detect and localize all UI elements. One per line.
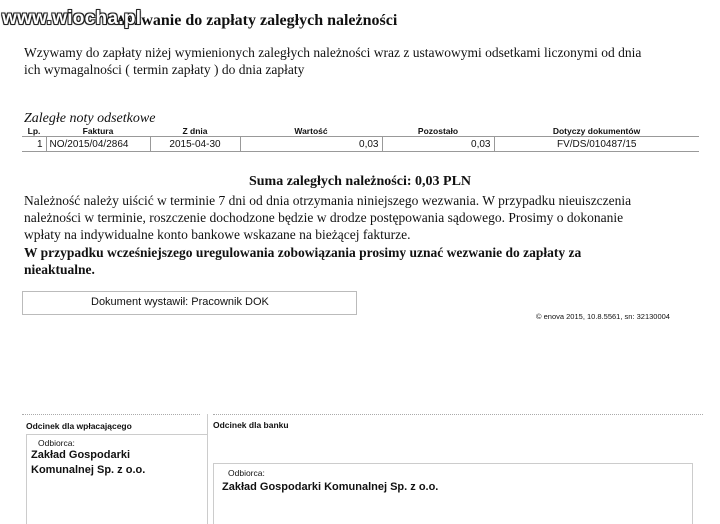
bank-recipient-label: Odbiorca: bbox=[228, 468, 265, 478]
notice-line-1: W przypadku wcześniejszego uregulowania zobowiązania prosimy uznać wezwanie do zapłaty za bbox=[24, 245, 582, 260]
document-title: Wezwanie do zapłaty zaległych należności bbox=[112, 12, 398, 29]
watermark: www.wiocha.pl bbox=[2, 8, 142, 29]
col-header-dotyczy: Dotyczy dokumentów bbox=[494, 125, 699, 137]
interest-notes-table bbox=[22, 125, 699, 152]
col-header-z-dnia: Z dnia bbox=[150, 125, 240, 137]
cut-line-left bbox=[22, 414, 200, 415]
total-due: Suma zaległych należności: 0,03 PLN bbox=[248, 174, 472, 189]
payer-recipient-box bbox=[26, 434, 208, 524]
table-row bbox=[22, 137, 699, 152]
payment-instructions bbox=[24, 193, 684, 243]
cell-pozostalo: 0,03 bbox=[382, 137, 494, 152]
payer-recipient-line-2: Komunalnej Sp. z o.o. bbox=[31, 464, 146, 476]
col-header-wartosc: Wartość bbox=[240, 125, 382, 137]
instructions-line-1: Należność należy uiścić w terminie 7 dni od dnia otrzymania niniejszego wezwania. W przypadku nieuiszczenia bbox=[24, 193, 632, 208]
cell-lp: 1 bbox=[22, 137, 46, 152]
software-credit: © enova 2015, 10.8.5561, sn: 32130004 bbox=[536, 312, 670, 321]
bank-recipient-name: Zakład Gospodarki Komunalnej Sp. z o.o. bbox=[222, 481, 439, 493]
bank-recipient-box bbox=[213, 463, 693, 524]
intro-line-1: Wzywamy do zapłaty niżej wymienionych zaległych należności wraz z ustawowymi odsetkami liczonymi od dnia bbox=[24, 45, 642, 60]
instructions-line-3: wpłaty na indywidualne konto bankowe wskazane na bieżącej fakturze. bbox=[24, 226, 411, 242]
payer-stub-heading: Odcinek dla wpłacającego bbox=[26, 421, 132, 431]
issued-by-text: Dokument wystawił: Pracownik DOK bbox=[91, 296, 269, 308]
early-payment-notice bbox=[24, 245, 684, 279]
col-header-pozostalo: Pozostało bbox=[382, 125, 494, 137]
issued-by-box bbox=[22, 291, 357, 315]
instructions-line-2: należności w terminie, roszczenie dochodzone będzie w drodze postępowania sądowego. Prosimy o dokonanie bbox=[24, 209, 624, 225]
table-header-row bbox=[22, 125, 699, 137]
payer-recipient-label: Odbiorca: bbox=[38, 438, 75, 448]
cell-wartosc: 0,03 bbox=[240, 137, 382, 152]
payer-recipient-name bbox=[31, 448, 145, 478]
cell-z-dnia: 2015-04-30 bbox=[150, 137, 240, 152]
notes-heading: Zaległe noty odsetkowe bbox=[24, 111, 156, 126]
bank-stub-heading: Odcinek dla banku bbox=[213, 420, 289, 430]
cell-faktura: NO/2015/04/2864 bbox=[46, 137, 150, 152]
col-header-faktura: Faktura bbox=[46, 125, 150, 137]
col-header-lp: Lp. bbox=[22, 125, 46, 137]
cut-line-right bbox=[213, 414, 703, 415]
payer-recipient-line-1: Zakład Gospodarki bbox=[31, 449, 131, 461]
cell-dotyczy: FV/DS/010487/15 bbox=[494, 137, 699, 152]
notice-line-2: nieaktualne. bbox=[24, 261, 95, 277]
intro-line-2: ich wymagalności ( termin zapłaty ) do dnia zapłaty bbox=[24, 62, 305, 77]
